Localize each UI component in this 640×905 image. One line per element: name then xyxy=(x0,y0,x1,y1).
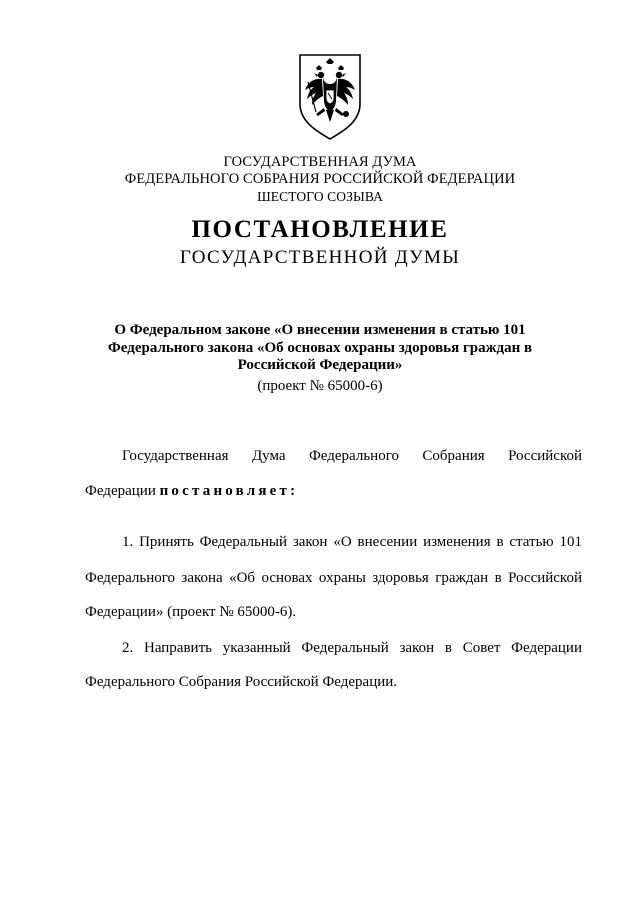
item-1-line-3: Федерации» (проект № 65000-6). xyxy=(85,604,297,620)
preamble-line-2 xyxy=(85,482,582,500)
item-2-line-1: 2. Направить указанный Федеральный закон в Совет Федерации xyxy=(122,640,582,656)
preamble-word: Федерального xyxy=(308,448,399,464)
subject-heading xyxy=(60,322,580,375)
subject-line: Федерального закона «Об основах охраны здоровья граждан в xyxy=(107,339,533,356)
project-reference: (проект № 65000-6) xyxy=(257,378,383,394)
item-1-line-1: 1. Принять Федеральный закон «О внесении изменения в статью 101 xyxy=(122,534,582,550)
document-type-title: ПОСТАНОВЛЕНИЕ xyxy=(191,216,449,243)
preamble-line xyxy=(122,447,582,465)
header-line-federal-assembly: ФЕДЕРАЛЬНОГО СОБРАНИЯ РОССИЙСКОЙ ФЕДЕРАЦИИ xyxy=(124,171,516,187)
preamble-word: Собрания xyxy=(422,448,485,464)
preamble-word: Дума xyxy=(251,448,286,464)
item-1-line-2: Федерального закона «Об основах охраны здоровья граждан в Российской xyxy=(85,570,582,586)
document-subtype-title: ГОСУДАРСТВЕННОЙ ДУМЫ xyxy=(179,247,461,268)
russian-coat-of-arms-icon xyxy=(296,52,364,142)
item-2-line-2: Федерального Собрания Российской Федерации. xyxy=(85,674,398,690)
preamble-word: Государственная xyxy=(122,448,229,464)
subject-line: Российской Федерации» xyxy=(237,357,403,373)
header-line-duma: ГОСУДАРСТВЕННАЯ ДУМА xyxy=(223,154,417,170)
preamble-federation: Федерации xyxy=(85,483,156,499)
subject-line: О Федеральном законе «О внесении изменения в статью 101 xyxy=(114,322,526,338)
header-line-convocation: ШЕСТОГО СОЗЫВА xyxy=(257,189,383,204)
resolves-verb: постановляет: xyxy=(159,483,299,499)
preamble-word: Российской xyxy=(508,448,583,464)
